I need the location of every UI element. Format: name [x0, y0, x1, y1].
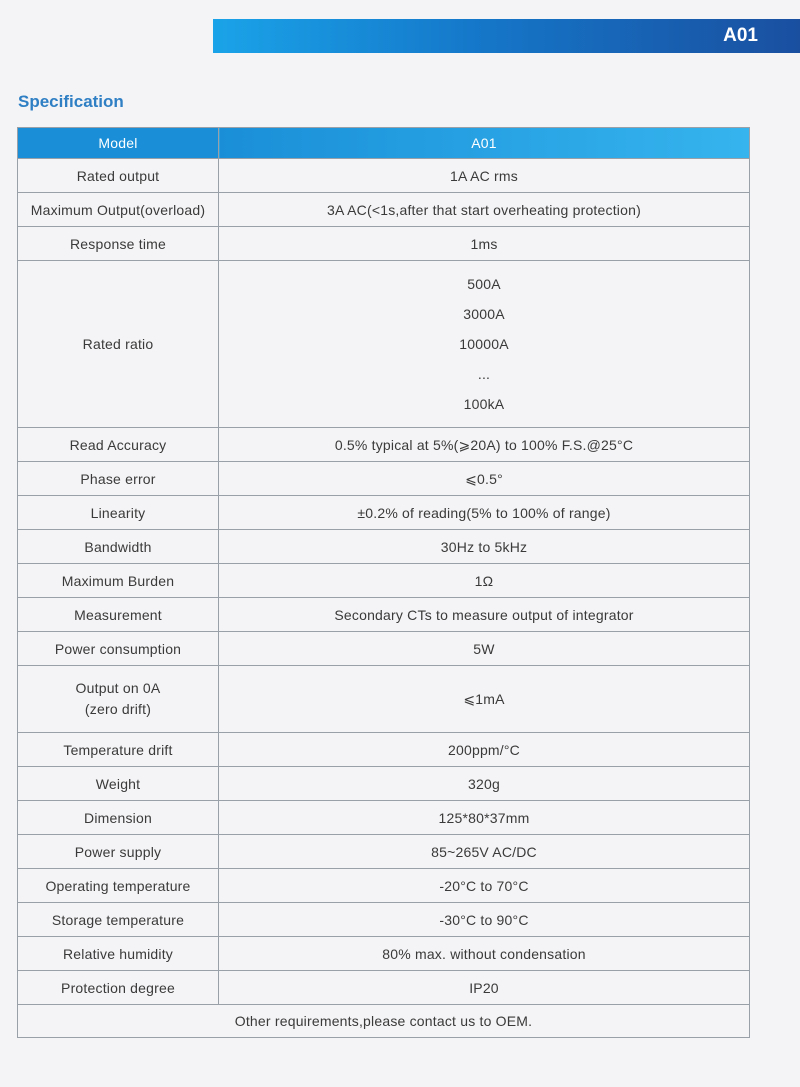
row-value: 125*80*37mm — [219, 801, 750, 835]
ratio-value: 3000A — [463, 306, 505, 322]
table-row — [18, 869, 750, 903]
table-header-row — [18, 128, 750, 159]
table-row — [18, 937, 750, 971]
row-value: 80% max. without condensation — [219, 937, 750, 971]
table-row — [18, 530, 750, 564]
section-title: Specification — [18, 92, 124, 111]
table-row-rated-ratio — [18, 261, 750, 428]
row-value: Secondary CTs to measure output of integrator — [219, 598, 750, 632]
table-row — [18, 428, 750, 462]
row-value: 0.5% typical at 5%(⩾20A) to 100% F.S.@25°C — [219, 428, 750, 462]
table-row-zero-drift — [18, 666, 750, 733]
row-value: ±0.2% of reading(5% to 100% of range) — [219, 496, 750, 530]
row-label: Power supply — [18, 835, 219, 869]
table-row — [18, 835, 750, 869]
table-row — [18, 903, 750, 937]
row-label: Measurement — [18, 598, 219, 632]
row-label: Weight — [18, 767, 219, 801]
table-row — [18, 767, 750, 801]
row-value: 30Hz to 5kHz — [219, 530, 750, 564]
row-value: ⩽1mA — [219, 666, 750, 733]
row-label — [18, 666, 219, 733]
row-label: Rated ratio — [18, 261, 219, 428]
table-row — [18, 564, 750, 598]
table-footer-row — [18, 1005, 750, 1038]
label-line: (zero drift) — [84, 701, 152, 717]
header-label: Model — [18, 128, 219, 159]
row-label: Power consumption — [18, 632, 219, 666]
footer-note: Other requirements,please contact us to OEM. — [18, 1005, 750, 1038]
row-label: Relative humidity — [18, 937, 219, 971]
row-label: Bandwidth — [18, 530, 219, 564]
row-label: Operating temperature — [18, 869, 219, 903]
row-label: Maximum Output(overload) — [18, 193, 219, 227]
table-row — [18, 971, 750, 1005]
rated-ratio-values — [219, 261, 750, 428]
table-row — [18, 733, 750, 767]
row-label: Maximum Burden — [18, 564, 219, 598]
row-value: 200ppm/°C — [219, 733, 750, 767]
row-value: 1Ω — [219, 564, 750, 598]
row-label: Storage temperature — [18, 903, 219, 937]
row-label: Rated output — [18, 159, 219, 193]
table-row — [18, 598, 750, 632]
row-label: Response time — [18, 227, 219, 261]
ratio-value: ... — [477, 366, 491, 382]
header-value: A01 — [219, 128, 750, 159]
row-value: 1A AC rms — [219, 159, 750, 193]
table-row — [18, 462, 750, 496]
spec-table — [17, 127, 750, 1038]
row-value: ⩽0.5° — [219, 462, 750, 496]
ratio-value: 10000A — [459, 336, 509, 352]
label-line: Output on 0A — [75, 680, 161, 696]
ratio-value: 500A — [467, 276, 501, 292]
header-banner — [213, 19, 800, 53]
row-value: 5W — [219, 632, 750, 666]
row-value: IP20 — [219, 971, 750, 1005]
table-row — [18, 193, 750, 227]
model-code: A01 — [723, 25, 758, 46]
row-value: 3A AC(<1s,after that start overheating protection) — [219, 193, 750, 227]
table-row — [18, 801, 750, 835]
row-label: Linearity — [18, 496, 219, 530]
table-row — [18, 632, 750, 666]
row-label: Protection degree — [18, 971, 219, 1005]
row-label: Dimension — [18, 801, 219, 835]
row-label: Read Accuracy — [18, 428, 219, 462]
row-value: -30°C to 90°C — [219, 903, 750, 937]
row-value: -20°C to 70°C — [219, 869, 750, 903]
table-row — [18, 227, 750, 261]
table-row — [18, 159, 750, 193]
ratio-value: 100kA — [463, 396, 505, 412]
row-label: Temperature drift — [18, 733, 219, 767]
row-label: Phase error — [18, 462, 219, 496]
row-value: 1ms — [219, 227, 750, 261]
table-row — [18, 496, 750, 530]
row-value: 320g — [219, 767, 750, 801]
row-value: 85~265V AC/DC — [219, 835, 750, 869]
